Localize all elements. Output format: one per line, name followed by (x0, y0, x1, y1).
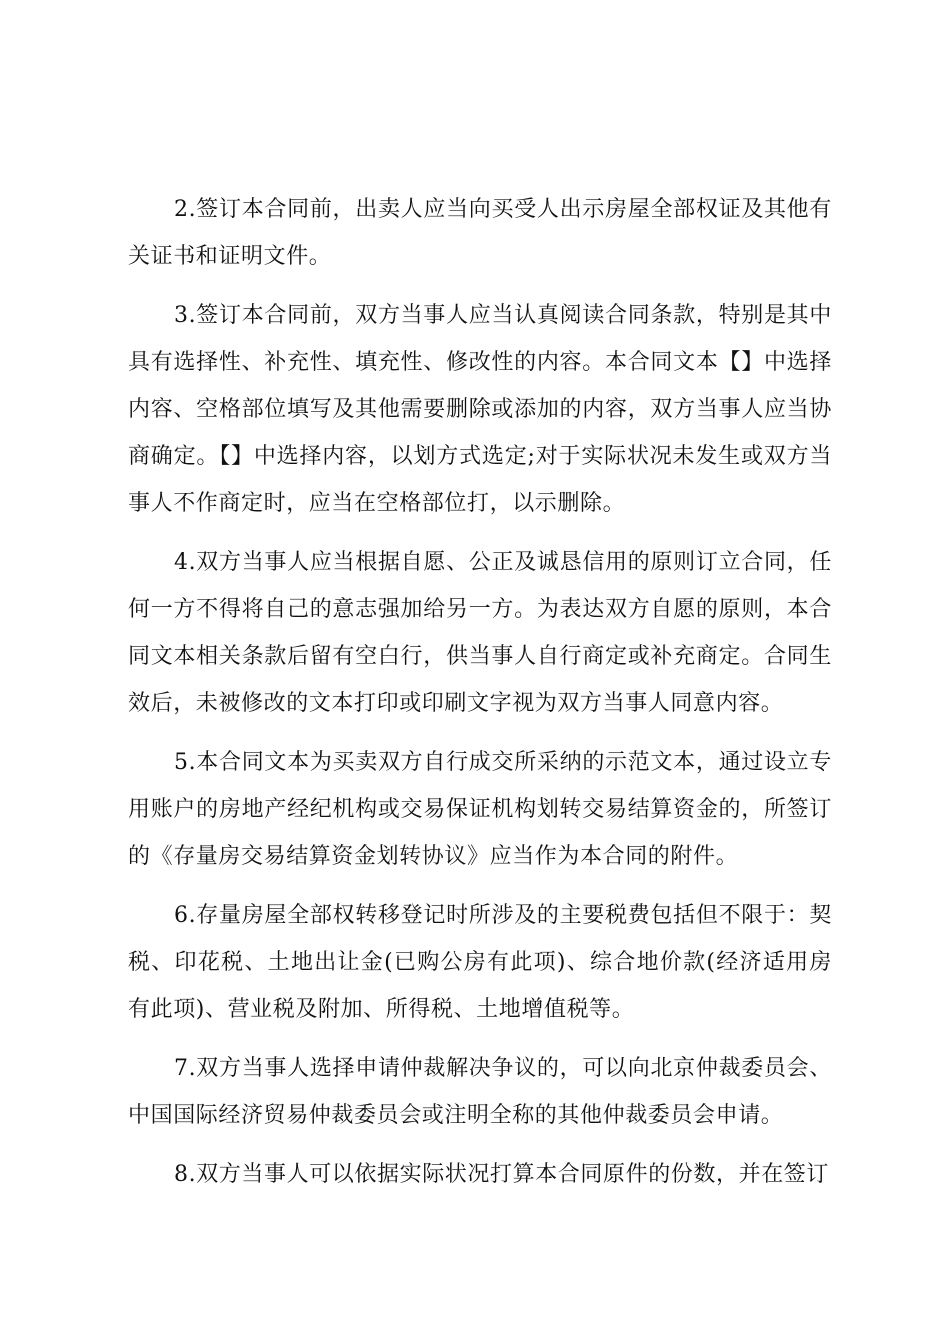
paragraph-8: 8.双方当事人可以依据实际状况打算本合同原件的份数，并在签订 (174, 1162, 829, 1187)
paragraph-7: 7.双方当事人选择申请仲裁解决争议的，可以向北京仲裁委员会、中国国际经济贸易仲裁委员会或注明全称的其他仲裁委员会申请。 (128, 1056, 832, 1128)
paragraph-4: 4.双方当事人应当根据自愿、公正及诚恳信用的原则订立合同，任何一方不得将自己的意志强加给另一方。为表达双方自愿的原则，本合同文本相关条款后留有空白行，供当事人自行商定或补充商定。合同生效后，未被修改的文本打印或印刷文字视为双方当事人同意内容。 (128, 550, 832, 716)
paragraph-2: 2.签订本合同前，出卖人应当向买受人出示房屋全部权证及其他有关证书和证明文件。 (128, 197, 832, 269)
paragraph-5: 5.本合同文本为买卖双方自行成交所采纳的示范文本，通过设立专用账户的房地产经纪机构或交易保证机构划转交易结算资金的，所签订的《存量房交易结算资金划转协议》应当作为本合同的附件。 (128, 750, 832, 869)
paragraph-3: 3.签订本合同前，双方当事人应当认真阅读合同条款，特别是其中具有选择性、补充性、填充性、修改性的内容。本合同文本【】中选择内容、空格部位填写及其他需要删除或添加的内容，双方当事人应当协商确定。【】中选择内容，以划方式选定;对于实际状况未发生或双方当事人不作商定时，应当在空格部位打，以示删除。 (128, 303, 832, 516)
paragraph-6: 6.存量房屋全部权转移登记时所涉及的主要税费包括但不限于：契税、印花税、土地出让金(已购公房有此项)、综合地价款(经济适用房有此项)、营业税及附加、所得税、土地增值税等。 (128, 903, 832, 1022)
document-body (128, 186, 832, 1210)
